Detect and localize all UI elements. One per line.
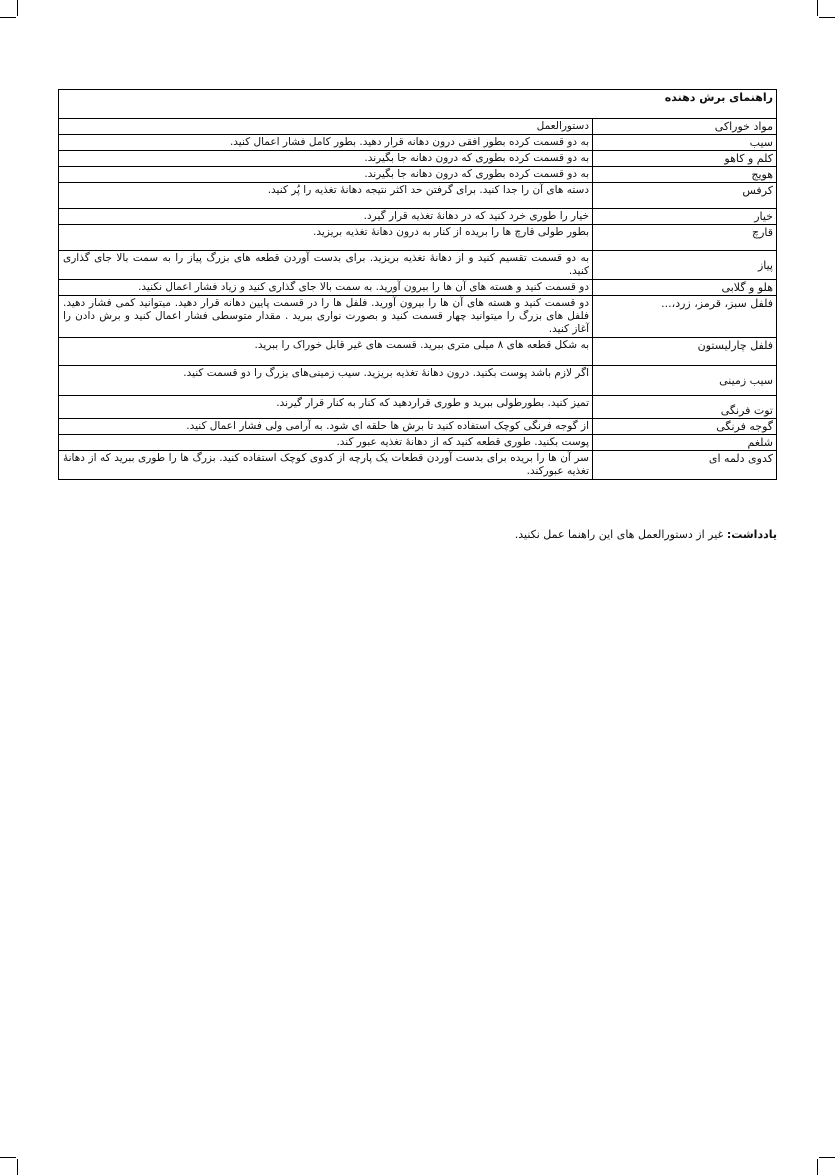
food-name: هویج [593,167,777,183]
instruction-text: به دو قسمت کرده بطوری که درون دهانه جا بگیرند. [59,151,593,167]
crop-mark-top-right-h [819,17,835,18]
food-name: گوجه فرنگی [593,419,777,435]
table-row [59,419,777,435]
table-row [59,251,777,280]
food-name: خیار [593,209,777,225]
table-row [59,451,777,480]
instruction-text: دو قسمت کنید و هسته های آن ها را بیرون آورید. فلفل ها را در قسمت پایین دهانه قرار دهید. میتوانید کمی فشار دهید. فلفل های بزرگ را میتوانید چهار قسمت کنید و بصورت نواری ببرید . مقدار متوسطی فشار اعمال کنید و برش دادن را آغاز کنید. [59,296,593,338]
table-row [59,183,777,209]
table-row [59,435,777,451]
table-row [59,135,777,151]
header-instructions: دستورالعمل [59,119,593,135]
food-name: هلو و گلابی [593,280,777,296]
table-title: راهنمای برش دهنده [59,90,777,119]
instruction-text: دسته های آن را جدا کنید. برای گرفتن حد اکثر نتیجه دهانهٔ تغذیه را پُر کنید. [59,183,593,209]
crop-mark-bottom-right [817,1159,818,1175]
crop-mark-top-left-h [0,17,16,18]
food-name: توت فرنگی [593,396,777,419]
instruction-text: به دو قسمت تقسیم کنید و از دهانهٔ تغذیه بریزید. برای بدست آوردن قطعه های بزرگ پیاز را به سمت بالا جای گذاری کنید. [59,251,593,280]
table-title-row [59,90,777,119]
instruction-text: خیار را طوری خرد کنید که در دهانهٔ تغذیه قرار گیرد. [59,209,593,225]
food-name: کرفس [593,183,777,209]
table-row [59,280,777,296]
instruction-text: به دو قسمت کرده بطوری که درون دهانه جا بگیرند. [59,167,593,183]
instruction-text: به دو قسمت کرده بطور افقی درون دهانه قرار دهید. بطور کامل فشار اعمال کنید. [59,135,593,151]
food-name: کدوی دلمه ای [593,451,777,480]
table-row [59,209,777,225]
instruction-text: بطور طولی قارچ ها را بریده از کنار به درون دهانهٔ تغذیه بریزید. [59,225,593,251]
food-name: کلم و کاهو [593,151,777,167]
note-text: غیر از دستورالعمل های این راهنما عمل نکنید. [514,528,724,541]
table-row [59,338,777,366]
instruction-text: از گوجه فرنگی کوچک استفاده کنید تا برش ها حلقه ای شود. به آرامی ولی فشار اعمال کنید. [59,419,593,435]
food-name: شلغم [593,435,777,451]
food-name: سیب [593,135,777,151]
instruction-text: تمیز کنید. بطورطولی ببرید و طوری قراردهید که کنار به کنار قرار گیرند. [59,396,593,419]
table-row [59,167,777,183]
instruction-text: پوست بکنید. طوری قطعه کنید که از دهانهٔ تغذیه عبور کند. [59,435,593,451]
instruction-text: به شکل قطعه های ۸ میلی متری ببرید. قسمت های غیر قابل خوراک را ببرید. [59,338,593,366]
food-name: سیب زمینی [593,366,777,396]
note-label: یادداشت: [726,528,777,541]
food-name: فلفل چارلیستون [593,338,777,366]
slicer-guide-table [58,89,777,480]
table-row [59,396,777,419]
table-header-row [59,119,777,135]
crop-mark-top-left [17,0,18,16]
crop-mark-bottom-right-h [819,1157,835,1158]
note-paragraph [58,528,777,541]
crop-mark-top-right [817,0,818,16]
table-row [59,296,777,338]
instruction-text: اگر لازم باشد پوست بکنید. درون دهانهٔ تغذیه بریزید. سیب زمینی‌های بزرگ را دو قسمت کنید. [59,366,593,396]
header-food: مواد خوراکی [593,119,777,135]
table-row [59,225,777,251]
food-name: قارچ [593,225,777,251]
instruction-text: سر آن ها را بریده برای بدست آوردن قطعات یک پارچه از کدوی کوچک استفاده کنید. بزرگ ها را طوری ببرید که از دهانهٔ تغذیه عبورکند. [59,451,593,480]
table-row [59,151,777,167]
table-row [59,366,777,396]
instruction-text: دو قسمت کنید و هسته های آن ها را بیرون آورید. به سمت بالا جای گذاری کنید و زیاد فشار اعمال نکنید. [59,280,593,296]
food-name: فلفل سبز، قرمز، زرد،... [593,296,777,338]
food-name: پیاز [593,251,777,280]
crop-mark-bottom-left [17,1159,18,1175]
crop-mark-bottom-left-h [0,1157,16,1158]
